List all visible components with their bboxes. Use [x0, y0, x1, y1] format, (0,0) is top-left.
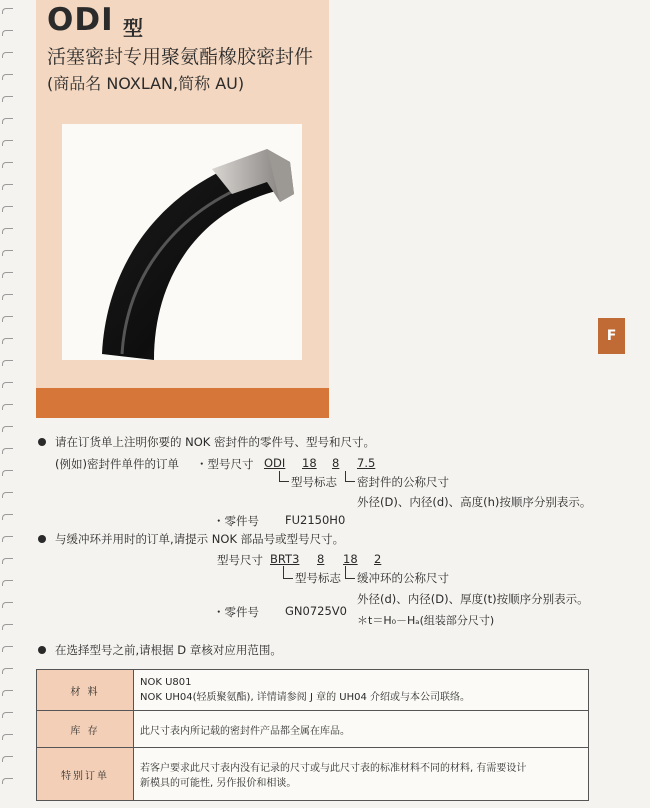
instruction-2: 与缓冲环并用时的订单,请提示 NOK 部品号或型号尺寸。 [55, 532, 345, 546]
seal-photo [62, 124, 302, 360]
chapter-tab[interactable]: F [598, 318, 625, 354]
example2-order: 外径(d)、内径(D)、厚度(t)按顺序分别表示。 [357, 592, 589, 606]
example2-size-label: 型号尺寸 [217, 553, 263, 567]
binding-hole [2, 712, 13, 718]
hero-accent-bar [36, 388, 329, 418]
binding-hole [2, 580, 13, 586]
row-value-stock [134, 711, 589, 748]
binding-edge [0, 0, 14, 808]
table-row [37, 748, 589, 801]
material-line-2: NOK UH04(轻质聚氨酯), 详情请参阅 J 章的 UH04 介绍或与本公司联络。 [140, 692, 471, 703]
binding-hole [2, 118, 13, 124]
row-header-special-order: 特别订单 [37, 748, 134, 801]
example1-num-1: 18 [302, 456, 317, 470]
bracket-line [279, 471, 289, 482]
binding-hole [2, 602, 13, 608]
binding-hole [2, 668, 13, 674]
binding-hole [2, 30, 13, 36]
row-header-stock: 库 存 [37, 711, 134, 748]
binding-hole [2, 140, 13, 146]
example1-num-2: 8 [332, 456, 340, 470]
binding-hole [2, 272, 13, 278]
table-row [37, 711, 589, 748]
example1-nominal: 密封件的公称尺寸 [357, 475, 449, 489]
binding-hole [2, 184, 13, 190]
binding-hole [2, 294, 13, 300]
example1-part-number: FU2150H0 [285, 513, 346, 527]
row-value-material [134, 670, 589, 711]
example2-part-number: GN0725V0 [285, 604, 347, 618]
binding-hole [2, 404, 13, 410]
product-subtitle: 活塞密封专用聚氨酯橡胶密封件 [47, 46, 314, 68]
bracket-line [283, 566, 293, 579]
bullet-dot [38, 646, 46, 654]
seal-ring-image [62, 124, 302, 360]
bullet-dot [38, 438, 46, 446]
product-trade-name: (商品名 NOXLAN,简称 AU) [47, 74, 245, 93]
example1-order: 外径(D)、内径(d)、高度(h)按顺序分别表示。 [357, 495, 592, 509]
binding-hole [2, 250, 13, 256]
binding-hole [2, 778, 13, 784]
instruction-1: 请在订货单上注明你要的 NOK 密封件的零件号、型号和尺寸。 [55, 435, 376, 449]
example1-type-mark: 型号标志 [291, 475, 337, 489]
example2-num-3: 2 [374, 552, 382, 566]
bracket-line [345, 566, 355, 579]
binding-hole [2, 470, 13, 476]
binding-hole [2, 360, 13, 366]
binding-hole [2, 382, 13, 388]
size-label: ・型号尺寸 [196, 457, 254, 471]
material-line-1: NOK U801 [140, 677, 192, 688]
binding-hole [2, 536, 13, 542]
example2-type-mark: 型号标志 [295, 571, 341, 585]
binding-hole [2, 96, 13, 102]
example-label: (例如)密封件单件的订单 [55, 457, 179, 471]
binding-hole [2, 8, 13, 14]
binding-hole [2, 646, 13, 652]
row-value-special-order [134, 748, 589, 801]
binding-hole [2, 206, 13, 212]
binding-hole [2, 734, 13, 740]
special-line-1: 若客户要求此尺寸表内没有记录的尺寸或与此尺寸表的标准材料不同的材料, 有需要设计 [140, 763, 527, 774]
info-table [36, 669, 589, 801]
binding-hole [2, 52, 13, 58]
example2-note: ＊t＝H₀－Hₐ(组装部分尺寸) [357, 614, 495, 627]
example2-num-2: 18 [343, 552, 358, 566]
binding-hole [2, 624, 13, 630]
example2-num-1: 8 [317, 552, 325, 566]
example2-nominal: 缓冲环的公称尺寸 [357, 571, 449, 585]
bracket-line [345, 471, 355, 482]
row-header-material: 材 料 [37, 670, 134, 711]
stock-line-1: 此尺寸表内所记载的密封件产品都全属在库品。 [140, 725, 350, 737]
binding-hole [2, 338, 13, 344]
part-label-2: ・零件号 [213, 605, 259, 619]
binding-hole [2, 558, 13, 564]
special-line-2: 新模具的可能性, 另作报价和相谈。 [140, 778, 297, 789]
binding-hole [2, 162, 13, 168]
binding-hole [2, 74, 13, 80]
example1-model: ODI [264, 456, 286, 470]
example1-num-3: 7.5 [357, 456, 376, 470]
table-row [37, 670, 589, 711]
binding-hole [2, 690, 13, 696]
binding-hole [2, 514, 13, 520]
example2-model: BRT3 [270, 552, 300, 566]
binding-hole [2, 316, 13, 322]
part-label: ・零件号 [213, 514, 259, 528]
binding-hole [2, 426, 13, 432]
binding-hole [2, 228, 13, 234]
model-title: ODI [47, 2, 114, 38]
binding-hole [2, 448, 13, 454]
binding-hole [2, 492, 13, 498]
binding-hole [2, 756, 13, 762]
bullet-dot [38, 535, 46, 543]
model-title-suffix: 型 [123, 16, 143, 40]
instruction-3: 在选择型号之前,请根据 D 章核对应用范围。 [55, 643, 282, 657]
